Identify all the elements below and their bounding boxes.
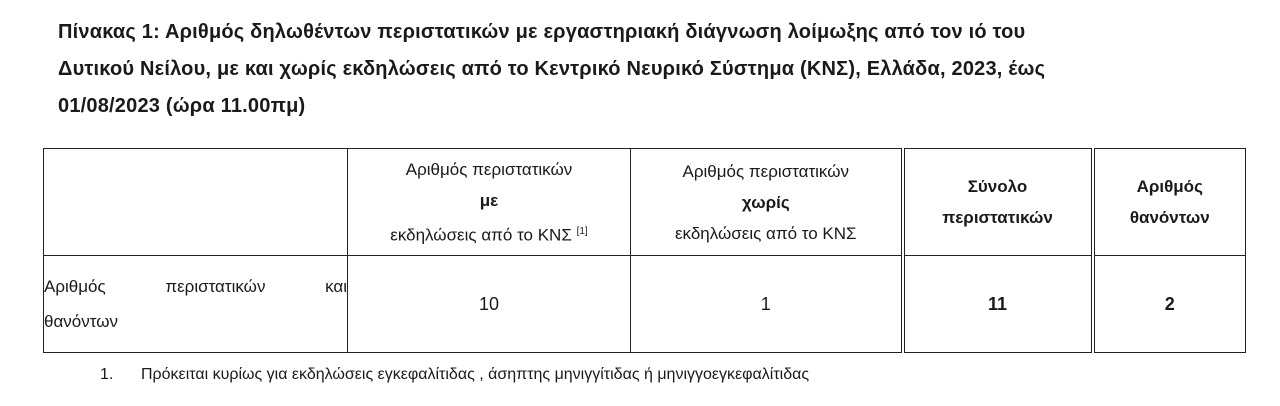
header-with-cns-line-2: με (479, 190, 499, 210)
header-without-cns-line-2: χωρίς (741, 192, 790, 212)
header-without-cns-line-3: εκδηλώσεις από το ΚΝΣ (674, 223, 857, 243)
header-deaths-line-1: Αριθμός (1136, 177, 1203, 196)
header-with-cns (348, 149, 631, 256)
row-label-line-1: Αριθμός περιστατικών και (44, 277, 347, 296)
cases-table (43, 148, 1246, 353)
footnote-number: 1. (100, 366, 114, 383)
header-deaths (1093, 149, 1246, 256)
title-line-2: Δυτικού Νείλου, με και χωρίς εκδηλώσεις από το Κεντρικό Νευρικό Σύστημα (ΚΝΣ), Ελλάδα, 2023, έως (58, 58, 1046, 80)
header-without-cns-line-1: Αριθμός περιστατικών (682, 161, 849, 181)
header-total (903, 149, 1093, 256)
value-deaths: 2 (1093, 256, 1246, 353)
title-line-1: Πίνακας 1: Αριθμός δηλωθέντων περιστατικών με εργαστηριακή διάγνωση λοίμωξης από τον ιό του (58, 21, 1026, 43)
table-title (58, 14, 1228, 125)
header-deaths-line-2: θανόντων (1129, 208, 1210, 227)
footnote (100, 366, 809, 384)
title-line-3: 01/08/2023 (ώρα 11.00πμ) (58, 95, 306, 117)
header-total-line-1: Σύνολο (967, 177, 1028, 196)
header-with-cns-line-3: εκδηλώσεις από το ΚΝΣ (390, 225, 572, 245)
row-label-line-2: θανόντων (44, 312, 118, 331)
table-row (44, 256, 1246, 353)
row-label (44, 256, 348, 353)
empty-header-cell (44, 149, 348, 256)
header-total-line-2: περιστατικών (942, 208, 1053, 227)
value-total: 11 (903, 256, 1093, 353)
value-without-cns: 1 (631, 256, 903, 353)
header-without-cns (631, 149, 903, 256)
footnote-text: Πρόκειται κυρίως για εκδηλώσεις εγκεφαλίτιδας , άσηπτης μηνιγγίτιδας ή μηνιγγοεγκεφαλίτιδας (141, 366, 810, 383)
value-with-cns: 10 (348, 256, 631, 353)
footnote-reference: [1] (576, 225, 588, 237)
table-header-row (44, 149, 1246, 256)
header-with-cns-line-1: Αριθμός περιστατικών (405, 159, 573, 179)
